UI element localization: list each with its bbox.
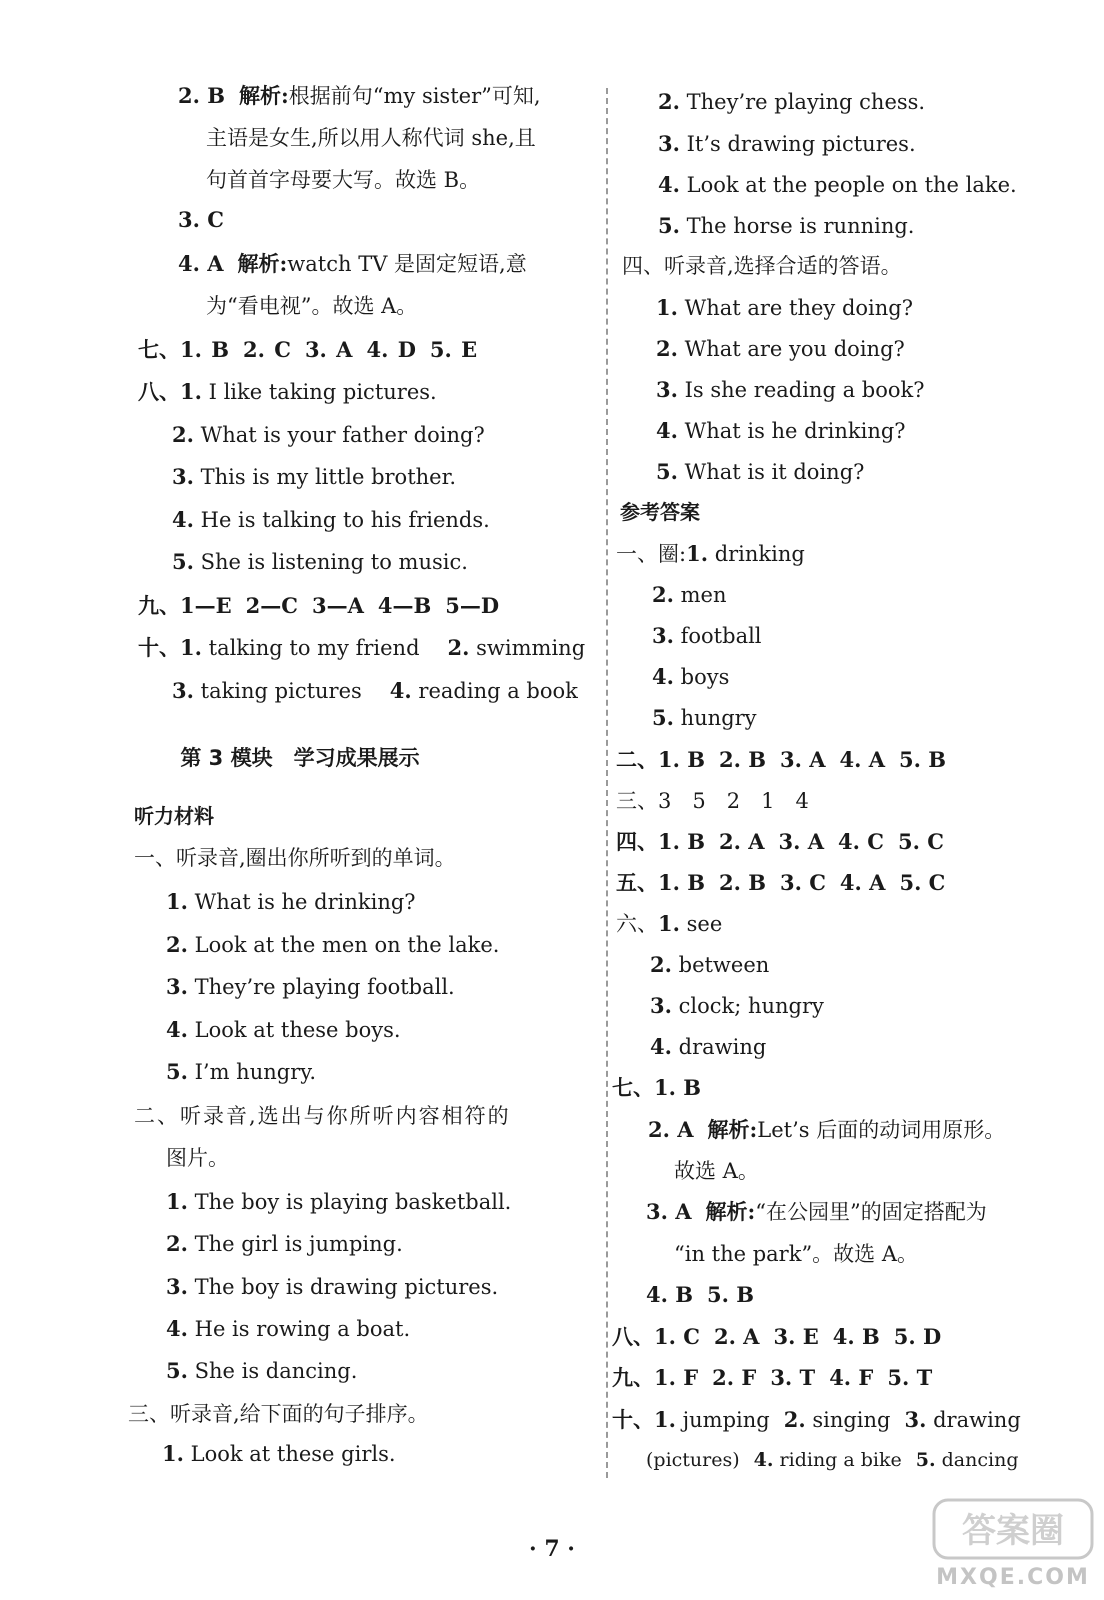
- list-item: 4. He is rowing a boat.: [166, 1316, 411, 1341]
- list-item: 1. What are they doing?: [656, 295, 913, 320]
- question-heading: 二、听录音,选出与你所听内容相符的: [134, 1104, 511, 1128]
- answer-line: 七、1. B 2. C 3. A 4. D 5. E: [138, 337, 478, 362]
- list-item: 4. Look at the people on the lake.: [658, 172, 1017, 197]
- list-item: 1. What is he drinking?: [166, 889, 416, 914]
- answer-line: 4. B 5. B: [646, 1282, 754, 1307]
- answer-line: 3. clock; hungry: [650, 993, 824, 1018]
- list-item: 3. It’s drawing pictures.: [658, 131, 916, 156]
- answer-line: 故选 A。: [674, 1159, 759, 1183]
- page-number: · 7 ·: [529, 1536, 575, 1562]
- list-item: 5. I’m hungry.: [166, 1059, 316, 1084]
- answers-heading: 参考答案: [620, 500, 700, 524]
- answer-line: 二、1. B 2. B 3. A 4. A 5. B: [616, 747, 947, 772]
- answer-line: 为“看电视”。故选 A。: [206, 294, 418, 318]
- question-heading: 三、听录音,给下面的句子排序。: [128, 1402, 429, 1426]
- answer-line: “in the park”。故选 A。: [674, 1242, 919, 1266]
- question-heading: 一、听录音,圈出你所听到的单词。: [134, 846, 456, 870]
- section-title: 第 3 模块 学习成果展示: [180, 746, 420, 770]
- list-item: 1. Look at these girls.: [162, 1441, 396, 1466]
- answer-line: (pictures) 4. riding a bike 5. dancing: [646, 1449, 1019, 1471]
- answer-line: 十、1. talking to my friend 2. swimming: [138, 635, 586, 660]
- list-item: 2. Look at the men on the lake.: [166, 932, 500, 957]
- list-item: 2. The girl is jumping.: [166, 1231, 403, 1256]
- answer-line: 2. B 解析:根据前句“my sister”可知,: [178, 83, 541, 108]
- answer-line: 五、1. B 2. B 3. C 4. A 5. C: [616, 870, 946, 895]
- answer-line: 一、圈:1. drinking: [616, 541, 805, 566]
- answer-line: 3. football: [652, 623, 762, 648]
- answer-line: 4. He is talking to his friends.: [172, 507, 490, 532]
- answer-line: 八、1. I like taking pictures.: [138, 379, 437, 404]
- watermark-logo-icon: [930, 1496, 1096, 1594]
- list-item: 3. Is she reading a book?: [656, 377, 925, 402]
- list-item: 3. The boy is drawing pictures.: [166, 1274, 499, 1299]
- answer-line: 3. A 解析:“在公园里”的固定搭配为: [646, 1199, 987, 1224]
- list-item: 3. They’re playing football.: [166, 974, 455, 999]
- answer-line: 十、1. jumping 2. singing 3. drawing: [612, 1407, 1021, 1432]
- answer-line: 六、1. see: [616, 911, 723, 936]
- answer-line: 2. men: [652, 582, 727, 607]
- answer-line: 2. between: [650, 952, 770, 977]
- answer-line: 2. What is your father doing?: [172, 422, 485, 447]
- list-item: 2. What are you doing?: [656, 336, 905, 361]
- list-item: 2. They’re playing chess.: [658, 89, 926, 114]
- answer-line: 3. This is my little brother.: [172, 464, 456, 489]
- list-item: 4. Look at these boys.: [166, 1017, 401, 1042]
- answer-line: 4. drawing: [650, 1034, 767, 1059]
- answer-line: 4. boys: [652, 664, 730, 689]
- list-item: 1. The boy is playing basketball.: [166, 1189, 512, 1214]
- question-heading: 四、听录音,选择合适的答语。: [622, 254, 902, 278]
- answer-line: 九、1—E 2—C 3—A 4—B 5—D: [138, 593, 500, 618]
- list-item: 5. The horse is running.: [658, 213, 915, 238]
- answer-line: 5. She is listening to music.: [172, 549, 468, 574]
- list-item: 5. She is dancing.: [166, 1358, 358, 1383]
- answer-line: 八、1. C 2. A 3. E 4. B 5. D: [612, 1324, 942, 1349]
- answer-line: 九、1. F 2. F 3. T 4. F 5. T: [612, 1365, 933, 1390]
- answer-line: 4. A 解析:watch TV 是固定短语,意: [178, 251, 527, 276]
- list-item: 4. What is he drinking?: [656, 418, 906, 443]
- listening-heading: 听力材料: [134, 804, 214, 828]
- watermark-brand: 答案圈: [962, 1511, 1064, 1551]
- list-item: 5. What is it doing?: [656, 459, 865, 484]
- answer-line: 四、1. B 2. A 3. A 4. C 5. C: [616, 829, 944, 854]
- column-divider: [606, 88, 608, 1478]
- answer-line: 七、1. B: [612, 1075, 701, 1100]
- watermark-url: MXQE.COM: [936, 1565, 1090, 1590]
- answer-line: 3. C: [178, 207, 224, 232]
- answer-line: 3. taking pictures 4. reading a book: [172, 678, 578, 703]
- answer-line: 句首首字母要大写。故选 B。: [206, 168, 481, 192]
- answer-line: 5. hungry: [652, 705, 757, 730]
- answer-line: 主语是女生,所以用人称代词 she,且: [206, 126, 536, 150]
- question-heading: 图片。: [166, 1146, 229, 1170]
- answer-line: 三、3 5 2 1 4: [616, 789, 809, 813]
- answer-line: 2. A 解析:Let’s 后面的动词用原形。: [648, 1117, 1006, 1142]
